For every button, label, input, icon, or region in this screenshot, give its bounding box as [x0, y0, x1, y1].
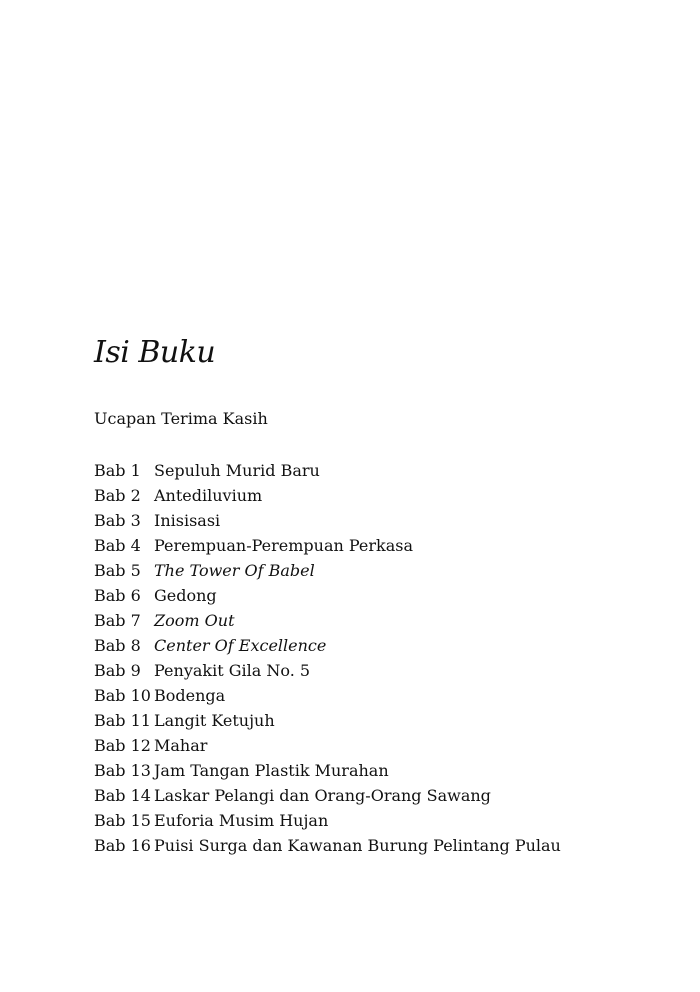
chapter-title: Mahar [154, 735, 208, 755]
toc-row [94, 558, 654, 583]
chapter-number: Bab 16 [94, 835, 151, 855]
acknowledgement-entry: Ucapan Terima Kasih [94, 409, 268, 428]
chapter-title: Inisisasi [154, 510, 221, 530]
chapter-number: Bab 15 [94, 810, 151, 830]
chapter-title: Puisi Surga dan Kawanan Burung Pelintang Pulau [154, 835, 561, 855]
chapter-title: Center Of Excellence [154, 635, 327, 655]
toc-row [94, 658, 654, 683]
chapter-number: Bab 14 [94, 785, 151, 805]
toc-row [94, 808, 654, 833]
toc-row [94, 508, 654, 533]
toc-row [94, 683, 654, 708]
chapter-number: Bab 8 [94, 635, 141, 655]
table-of-contents [94, 458, 654, 858]
chapter-number: Bab 4 [94, 535, 141, 555]
chapter-title: Laskar Pelangi dan Orang-Orang Sawang [154, 785, 491, 805]
chapter-title: Perempuan-Perempuan Perkasa [154, 535, 414, 555]
chapter-number: Bab 11 [94, 710, 151, 730]
toc-row [94, 783, 654, 808]
chapter-number: Bab 9 [94, 660, 141, 680]
toc-row [94, 483, 654, 508]
chapter-title: Antediluvium [154, 485, 263, 505]
toc-row [94, 733, 654, 758]
chapter-number: Bab 3 [94, 510, 141, 530]
chapter-title: Zoom Out [154, 610, 235, 630]
toc-row [94, 833, 654, 858]
chapter-number: Bab 12 [94, 735, 151, 755]
toc-row [94, 583, 654, 608]
chapter-title: Euforia Musim Hujan [154, 810, 329, 830]
toc-row [94, 633, 654, 658]
chapter-number: Bab 6 [94, 585, 141, 605]
toc-row [94, 758, 654, 783]
chapter-number: Bab 7 [94, 610, 141, 630]
chapter-title: Penyakit Gila No. 5 [154, 660, 311, 680]
chapter-title: Langit Ketujuh [154, 710, 275, 730]
chapter-number: Bab 1 [94, 460, 141, 480]
toc-row [94, 608, 654, 633]
chapter-title: Bodenga [154, 685, 226, 705]
chapter-number: Bab 13 [94, 760, 151, 780]
chapter-title: Sepuluh Murid Baru [154, 460, 320, 480]
chapter-number: Bab 2 [94, 485, 141, 505]
toc-row [94, 533, 654, 558]
page-title: Isi Buku [94, 335, 216, 370]
chapter-title: Gedong [154, 585, 217, 605]
chapter-number: Bab 5 [94, 560, 141, 580]
chapter-number: Bab 10 [94, 685, 151, 705]
toc-row [94, 458, 654, 483]
chapter-title: The Tower Of Babel [154, 560, 315, 580]
chapter-title: Jam Tangan Plastik Murahan [154, 760, 389, 780]
toc-row [94, 708, 654, 733]
